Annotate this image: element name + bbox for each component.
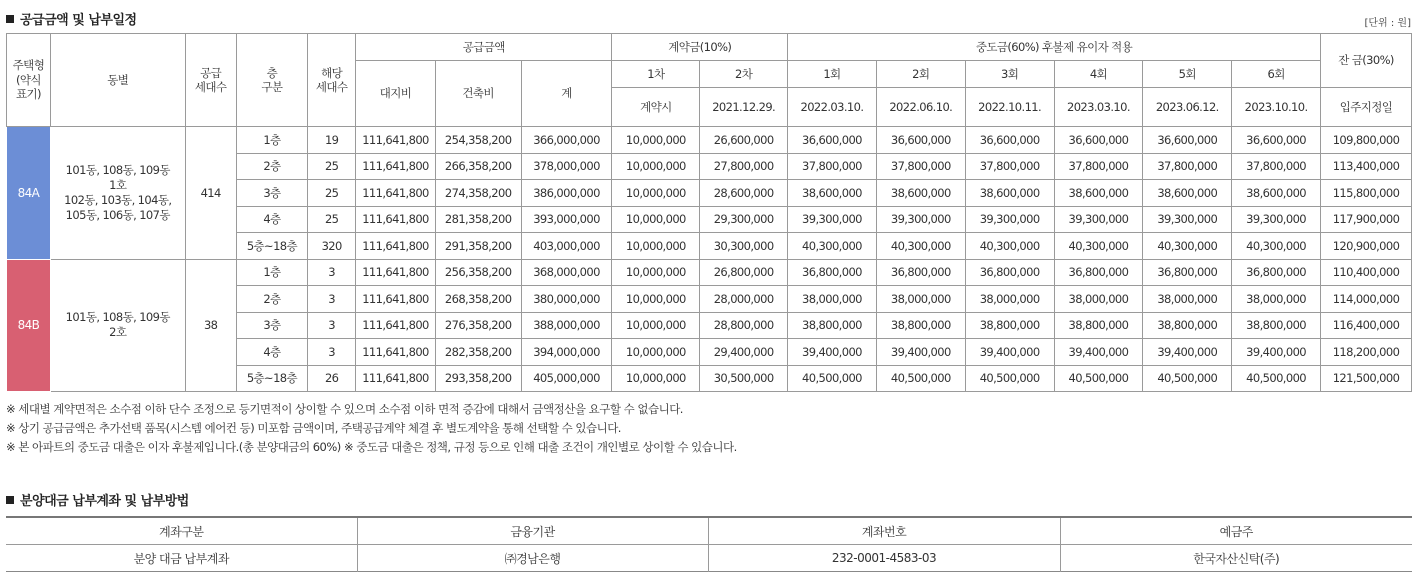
floor-cell: 4층 [236,339,307,366]
balance-cell: 114,000,000 [1321,286,1412,313]
section-title-text: 공급금액 및 납부일정 [20,13,137,28]
building-price-cell: 281,358,200 [435,206,521,233]
middle-payment-cell: 38,600,000 [1143,180,1232,207]
account-header: 계좌번호 [708,517,1060,545]
header-mid-round: 3회 [965,61,1054,88]
table-header [7,34,1412,127]
total-price-cell: 393,000,000 [521,206,612,233]
total-price-cell: 405,000,000 [521,365,612,392]
building-price-cell: 268,358,200 [435,286,521,313]
middle-payment-cell: 39,400,000 [1054,339,1143,366]
middle-payment-cell: 38,600,000 [1054,180,1143,207]
middle-payment-cell: 40,500,000 [876,365,965,392]
deposit2-cell: 28,000,000 [700,286,788,313]
deposit1-cell: 10,000,000 [612,365,700,392]
total-price-cell: 394,000,000 [521,339,612,366]
middle-payment-cell: 36,800,000 [788,259,877,286]
middle-payment-cell: 39,400,000 [876,339,965,366]
middle-payment-cell: 39,300,000 [1054,206,1143,233]
deposit1-cell: 10,000,000 [612,339,700,366]
header-mid-round: 2회 [876,61,965,88]
deposit2-cell: 27,800,000 [700,153,788,180]
middle-payment-cell: 36,600,000 [876,127,965,154]
bullet-square-icon [6,15,14,23]
deposit2-cell: 30,300,000 [700,233,788,260]
total-price-cell: 380,000,000 [521,286,612,313]
section-title-price [6,9,137,28]
building-price-cell: 256,358,200 [435,259,521,286]
deposit2-cell: 26,600,000 [700,127,788,154]
households-cell: 25 [308,153,356,180]
total-price-cell: 386,000,000 [521,180,612,207]
header-balance: 잔 금(30%) [1321,34,1412,88]
middle-payment-cell: 40,300,000 [1143,233,1232,260]
total-price-cell: 403,000,000 [521,233,612,260]
balance-cell: 120,900,000 [1321,233,1412,260]
floor-cell: 2층 [236,153,307,180]
bank-name: ㈜경남은행 [357,545,708,572]
header-supply-households: 공급 세대수 [185,34,236,127]
header-supply-price: 공급금액 [356,34,612,61]
deposit2-cell: 29,300,000 [700,206,788,233]
households-cell: 320 [308,233,356,260]
note-line: ※ 본 아파트의 중도금 대출은 이자 후불제입니다.(총 분양대금의 60%) ※ 중도금 대출은 정책, 규정 등으로 인해 대출 조건이 개인별로 상이할 수 있습니다. [6,440,737,454]
deposit1-cell: 10,000,000 [612,233,700,260]
housing-type-cell: 84B [7,259,51,392]
middle-payment-cell: 38,000,000 [965,286,1054,313]
supply-households-cell: 414 [185,127,236,260]
floor-cell: 1층 [236,259,307,286]
balance-cell: 118,200,000 [1321,339,1412,366]
middle-payment-cell: 38,800,000 [965,312,1054,339]
account-header: 금융기관 [357,517,708,545]
floor-cell: 2층 [236,286,307,313]
table-row [7,127,1412,154]
land-price-cell: 111,641,800 [356,180,436,207]
middle-payment-cell: 38,000,000 [788,286,877,313]
middle-payment-cell: 38,000,000 [876,286,965,313]
header-housing-type: 주택형 (약식 표기) [7,34,51,127]
middle-payment-cell: 36,600,000 [1054,127,1143,154]
header-mid-round: 1회 [788,61,877,88]
middle-payment-cell: 39,300,000 [788,206,877,233]
households-cell: 25 [308,206,356,233]
middle-payment-cell: 38,800,000 [876,312,965,339]
households-cell: 19 [308,127,356,154]
middle-payment-cell: 38,800,000 [788,312,877,339]
middle-payment-cell: 36,800,000 [1232,259,1321,286]
households-cell: 3 [308,286,356,313]
middle-payment-cell: 36,800,000 [876,259,965,286]
deposit1-cell: 10,000,000 [612,206,700,233]
header-total: 계 [521,61,612,127]
note-line: ※ 세대별 계약면적은 소수점 이하 단수 조정으로 등기면적이 상이할 수 있으며 소수점 이하 면적 증감에 대해서 금액정산을 요구할 수 없습니다. [6,402,683,416]
middle-payment-cell: 36,800,000 [1143,259,1232,286]
balance-cell: 113,400,000 [1321,153,1412,180]
section-title-account [6,490,189,509]
note-line: ※ 상기 공급금액은 추가선택 품목(시스템 에어컨 등) 미포함 금액이며, 주택공급계약 체결 후 별도계약을 통해 선택할 수 있습니다. [6,421,621,435]
building-price-cell: 254,358,200 [435,127,521,154]
middle-payment-cell: 40,500,000 [1232,365,1321,392]
middle-payment-cell: 38,600,000 [1232,180,1321,207]
building-price-cell: 266,358,200 [435,153,521,180]
balance-cell: 116,400,000 [1321,312,1412,339]
deposit1-cell: 10,000,000 [612,180,700,207]
middle-payment-cell: 37,800,000 [965,153,1054,180]
deposit2-cell: 30,500,000 [700,365,788,392]
middle-payment-cell: 36,600,000 [788,127,877,154]
header-dep2: 2차 [700,61,788,88]
households-cell: 25 [308,180,356,207]
deposit1-cell: 10,000,000 [612,312,700,339]
header-floor-group: 층 구분 [236,34,307,127]
middle-payment-cell: 39,300,000 [1232,206,1321,233]
header-dep1-date: 계약시 [612,88,700,127]
header-mid-round: 6회 [1232,61,1321,88]
header-dep1: 1차 [612,61,700,88]
households-cell: 3 [308,259,356,286]
deposit1-cell: 10,000,000 [612,153,700,180]
deposit1-cell: 10,000,000 [612,127,700,154]
header-mid-date: 2022.06.10. [876,88,965,127]
header-deposit: 계약금(10%) [612,34,788,61]
dong-cell: 101동, 108동, 109동 2호 [50,259,185,392]
middle-payment-cell: 38,600,000 [876,180,965,207]
floor-cell: 5층~18층 [236,233,307,260]
deposit1-cell: 10,000,000 [612,259,700,286]
households-cell: 3 [308,312,356,339]
land-price-cell: 111,641,800 [356,153,436,180]
middle-payment-cell: 36,600,000 [1143,127,1232,154]
middle-payment-cell: 40,300,000 [965,233,1054,260]
deposit2-cell: 28,600,000 [700,180,788,207]
middle-payment-cell: 40,300,000 [1054,233,1143,260]
floor-cell: 5층~18층 [236,365,307,392]
header-land: 대지비 [356,61,436,127]
building-price-cell: 291,358,200 [435,233,521,260]
middle-payment-cell: 38,600,000 [788,180,877,207]
middle-payment-cell: 37,800,000 [1232,153,1321,180]
middle-payment-cell: 36,600,000 [965,127,1054,154]
section-title-text: 분양대금 납부계좌 및 납부방법 [20,494,189,509]
middle-payment-cell: 40,500,000 [1143,365,1232,392]
land-price-cell: 111,641,800 [356,127,436,154]
middle-payment-cell: 38,800,000 [1054,312,1143,339]
middle-payment-cell: 39,400,000 [1143,339,1232,366]
account-number: 232-0001-4583-03 [708,545,1060,572]
middle-payment-cell: 39,300,000 [965,206,1054,233]
households-cell: 26 [308,365,356,392]
balance-cell: 109,800,000 [1321,127,1412,154]
header-households: 해당 세대수 [308,34,356,127]
land-price-cell: 111,641,800 [356,259,436,286]
deposit1-cell: 10,000,000 [612,286,700,313]
bullet-square-icon [6,496,14,504]
floor-cell: 1층 [236,127,307,154]
middle-payment-cell: 39,400,000 [788,339,877,366]
middle-payment-cell: 39,300,000 [1143,206,1232,233]
account-holder: 한국자산신탁(주) [1060,545,1412,572]
middle-payment-cell: 38,000,000 [1143,286,1232,313]
total-price-cell: 378,000,000 [521,153,612,180]
header-balance-date: 입주지정일 [1321,88,1412,127]
land-price-cell: 111,641,800 [356,339,436,366]
building-price-cell: 274,358,200 [435,180,521,207]
table-row [7,259,1412,286]
building-price-cell: 282,358,200 [435,339,521,366]
balance-cell: 121,500,000 [1321,365,1412,392]
balance-cell: 117,900,000 [1321,206,1412,233]
middle-payment-cell: 40,300,000 [788,233,877,260]
header-mid-date: 2022.03.10. [788,88,877,127]
floor-cell: 3층 [236,180,307,207]
notes [6,400,737,457]
building-price-cell: 293,358,200 [435,365,521,392]
middle-payment-cell: 39,400,000 [1232,339,1321,366]
middle-payment-cell: 38,800,000 [1232,312,1321,339]
middle-payment-cell: 38,000,000 [1232,286,1321,313]
header-mid-date: 2023.06.12. [1143,88,1232,127]
account-type: 분양 대금 납부계좌 [6,545,357,572]
dong-cell: 101동, 108동, 109동 1호 102동, 103동, 104동, 105동, 106동, 107동 [50,127,185,260]
unit-label: [단위 : 원] [1364,18,1411,29]
households-cell: 3 [308,339,356,366]
total-price-cell: 366,000,000 [521,127,612,154]
middle-payment-cell: 40,300,000 [876,233,965,260]
middle-payment-cell: 37,800,000 [1143,153,1232,180]
floor-cell: 3층 [236,312,307,339]
account-table [6,516,1412,572]
middle-payment-cell: 39,400,000 [965,339,1054,366]
land-price-cell: 111,641,800 [356,365,436,392]
middle-payment-cell: 40,500,000 [965,365,1054,392]
header-building: 건축비 [435,61,521,127]
building-price-cell: 276,358,200 [435,312,521,339]
middle-payment-cell: 38,800,000 [1143,312,1232,339]
table-body [7,127,1412,392]
middle-payment-cell: 40,500,000 [788,365,877,392]
account-header: 예금주 [1060,517,1412,545]
middle-payment-cell: 36,600,000 [1232,127,1321,154]
header-dong: 동별 [50,34,185,127]
price-schedule-table [6,33,1412,392]
middle-payment-cell: 36,800,000 [965,259,1054,286]
balance-cell: 115,800,000 [1321,180,1412,207]
middle-payment-cell: 37,800,000 [1054,153,1143,180]
header-mid-date: 2023.10.10. [1232,88,1321,127]
land-price-cell: 111,641,800 [356,233,436,260]
deposit2-cell: 29,400,000 [700,339,788,366]
middle-payment-cell: 39,300,000 [876,206,965,233]
deposit2-cell: 26,800,000 [700,259,788,286]
total-price-cell: 368,000,000 [521,259,612,286]
header-mid-date: 2022.10.11. [965,88,1054,127]
total-price-cell: 388,000,000 [521,312,612,339]
balance-cell: 110,400,000 [1321,259,1412,286]
floor-cell: 4층 [236,206,307,233]
land-price-cell: 111,641,800 [356,206,436,233]
middle-payment-cell: 38,600,000 [965,180,1054,207]
housing-type-cell: 84A [7,127,51,260]
account-header: 계좌구분 [6,517,357,545]
header-middle-payment: 중도금(60%) 후불제 유이자 적용 [788,34,1321,61]
middle-payment-cell: 38,000,000 [1054,286,1143,313]
middle-payment-cell: 40,300,000 [1232,233,1321,260]
header-mid-round: 5회 [1143,61,1232,88]
middle-payment-cell: 37,800,000 [876,153,965,180]
header-dep2-date: 2021.12.29. [700,88,788,127]
land-price-cell: 111,641,800 [356,312,436,339]
deposit2-cell: 28,800,000 [700,312,788,339]
middle-payment-cell: 36,800,000 [1054,259,1143,286]
land-price-cell: 111,641,800 [356,286,436,313]
middle-payment-cell: 40,500,000 [1054,365,1143,392]
middle-payment-cell: 37,800,000 [788,153,877,180]
header-mid-date: 2023.03.10. [1054,88,1143,127]
supply-households-cell: 38 [185,259,236,392]
header-mid-round: 4회 [1054,61,1143,88]
